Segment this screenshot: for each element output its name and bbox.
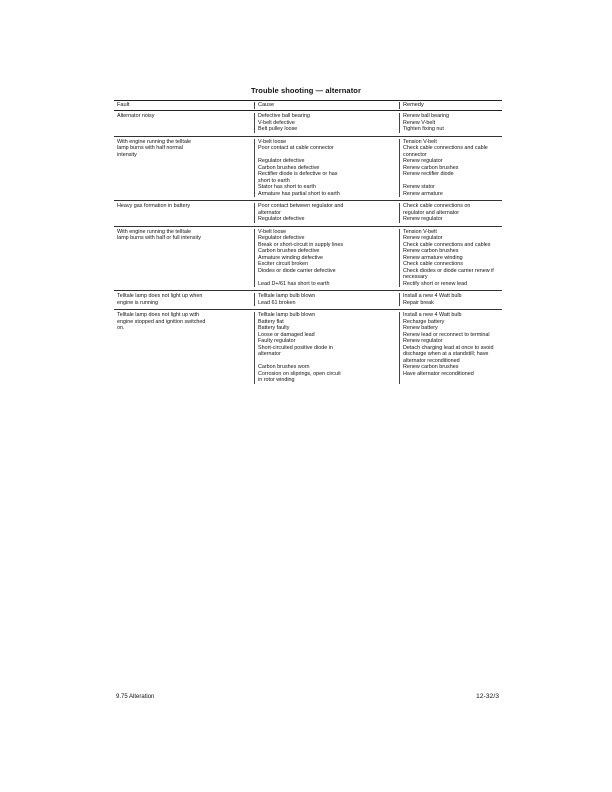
cause-line: Regulator defective	[258, 158, 305, 164]
remedy-line: Check cable connections and cables	[403, 241, 491, 248]
fault-line: engine is running	[117, 299, 159, 306]
cause-line: Battery faulty	[258, 325, 290, 331]
remedy-cell	[400, 229, 502, 288]
fault-line: lamp burns with half normal	[117, 145, 183, 151]
trouble-shooting-table	[114, 100, 502, 387]
cause-line: V-belt loose	[258, 228, 287, 235]
remedy-line: Repair break	[403, 299, 434, 306]
fault-cell	[114, 312, 254, 384]
remedy-line: Renew lead or reconnect to terminal	[403, 331, 490, 338]
table-row	[114, 290, 502, 309]
remedy-line: alternator reconditioned	[403, 357, 460, 364]
cause-line: Lead 61 broken	[258, 299, 296, 306]
fault-line: Alternator noisy	[117, 113, 155, 119]
cause-line: Defective ball bearing	[258, 113, 310, 119]
fault-cell	[114, 139, 254, 198]
cause-line: Battery flat	[258, 318, 284, 325]
cause-line: in rotor winding	[258, 377, 295, 383]
cause-cell	[254, 293, 400, 306]
footer-date-note: 9.75 Alteration	[116, 694, 155, 700]
remedy-line: Renew regulator	[403, 158, 443, 164]
cause-line: Belt pulley loose	[258, 126, 298, 132]
fault-line: intensity	[117, 151, 137, 158]
remedy-line: Renew armature winding	[403, 254, 463, 261]
cause-cell	[254, 312, 400, 384]
table-row	[114, 226, 502, 291]
remedy-line: Install a new 4 Watt bulb	[403, 312, 462, 318]
remedy-line: Check cable connections	[403, 261, 463, 267]
cause-line: Stator has short to earth	[258, 184, 316, 190]
header-remedy: Remedy	[403, 102, 424, 108]
fault-line: Heavy gas formation in battery	[117, 203, 191, 209]
cause-line: Corrosion on sliprings, open circuit	[258, 370, 341, 377]
cause-cell	[254, 229, 400, 288]
cause-line: Regulator defective	[258, 235, 305, 241]
remedy-line: Renew ball bearing	[403, 113, 450, 119]
fault-line: Telltale lamp does not light up with	[117, 312, 200, 318]
cause-line: Carbon brushes defective	[258, 248, 320, 254]
cause-line: Armature winding defective	[258, 254, 324, 261]
remedy-line: Check cable connections on	[403, 203, 471, 209]
cause-line: Carbon brushes defective	[258, 164, 320, 171]
cause-line: alternator	[258, 351, 281, 357]
fault-line: Telltale lamp does not light up when	[117, 293, 203, 299]
cause-line: Rectifier diode is defective or has	[258, 171, 338, 177]
remedy-line: Renew regulator	[403, 338, 443, 344]
remedy-line: Renew carbon brushes	[403, 248, 459, 254]
cause-cell	[254, 139, 400, 198]
cause-line: alternator	[258, 209, 281, 216]
remedy-line: Renew stator	[403, 184, 435, 190]
remedy-line: Renew rectifier diode	[403, 171, 454, 177]
remedy-line: Recharge battery	[403, 318, 445, 325]
remedy-line: Renew V-belt	[403, 119, 436, 126]
header-cause: Cause	[254, 102, 400, 109]
remedy-line: Rectify short or renew lead	[403, 280, 468, 287]
table-body	[114, 111, 502, 387]
page-title: Trouble shooting — alternator	[251, 86, 361, 95]
table-row	[114, 309, 502, 387]
remedy-line: Renew carbon brushes	[403, 364, 459, 370]
remedy-line: discharge when at a standstill; have	[403, 351, 489, 357]
remedy-line: Detach charging lead at once to avoid	[403, 344, 494, 351]
remedy-cell	[400, 312, 502, 384]
cause-line: Faulty regulator	[258, 338, 296, 344]
cause-line: Lead D+/61 has short to earth	[258, 280, 330, 287]
blank-line	[403, 377, 500, 384]
remedy-line: Renew regulator	[403, 235, 443, 241]
remedy-line: necessary	[403, 274, 428, 280]
fault-line: With engine running the telltale	[117, 228, 192, 235]
cause-line: Carbon brushes worn	[258, 364, 310, 370]
cause-line: Short-circuited positive diode in	[258, 344, 333, 351]
cause-line: Exciter circuit broken	[258, 261, 309, 267]
cause-line: Loose or damaged lead	[258, 331, 315, 338]
fault-cell	[114, 293, 254, 306]
remedy-line: Check cable connections and cable	[403, 145, 488, 151]
remedy-cell	[400, 113, 502, 133]
remedy-line: Tension V-belt	[403, 228, 437, 235]
cause-cell	[254, 113, 400, 133]
table-row	[114, 136, 502, 201]
cause-line: V-belt loose	[258, 138, 287, 145]
table-row	[114, 200, 502, 226]
cause-line: Regulator defective	[258, 216, 305, 222]
remedy-line: Renew regulator	[403, 216, 443, 222]
remedy-line: Check diodes or diode carrier renew if	[403, 267, 494, 274]
table-row	[114, 111, 502, 136]
header-fault: Fault	[117, 102, 130, 108]
remedy-line: Renew battery	[403, 325, 438, 331]
remedy-cell	[400, 139, 502, 198]
cause-line: Poor contact at cable connector	[258, 145, 334, 151]
remedy-line: Renew carbon brushes	[403, 164, 459, 171]
remedy-line: Tension V-belt	[403, 138, 437, 145]
remedy-line: Install a new 4 Watt bulb	[403, 293, 462, 299]
cause-line: Poor contact between regulator and	[258, 203, 344, 209]
fault-line: lamp burns with half or full intensity	[117, 235, 201, 241]
cause-line: Diodes or diode carrier defective	[258, 267, 336, 274]
fault-line: With engine running the telltale	[117, 138, 192, 145]
cause-line: V-belt defective	[258, 119, 295, 126]
remedy-line: Tighten fixing nut	[403, 126, 444, 132]
fault-cell	[114, 203, 254, 223]
remedy-line: regulator and alternator	[403, 209, 460, 216]
table-header	[114, 100, 502, 111]
remedy-line: Have alternator reconditioned	[403, 370, 474, 377]
remedy-line: Renew armature	[403, 190, 443, 197]
remedy-cell	[400, 293, 502, 306]
fault-cell	[114, 229, 254, 288]
cause-line: Telltale lamp bulb blown	[258, 312, 316, 318]
cause-line: Armature has partial short to earth	[258, 190, 340, 197]
cause-line: Break or short-circuit in supply lines	[258, 241, 344, 248]
cause-line: short to earth	[258, 177, 290, 184]
page-number: 12-32/3	[475, 693, 499, 700]
fault-cell	[114, 113, 254, 133]
fault-line: engine stopped and ignition switched	[117, 318, 206, 325]
cause-cell	[254, 203, 400, 223]
remedy-cell	[400, 203, 502, 223]
fault-line: on.	[117, 325, 125, 331]
remedy-line: connector	[403, 151, 427, 158]
cause-line: Telltale lamp bulb blown	[258, 293, 316, 299]
